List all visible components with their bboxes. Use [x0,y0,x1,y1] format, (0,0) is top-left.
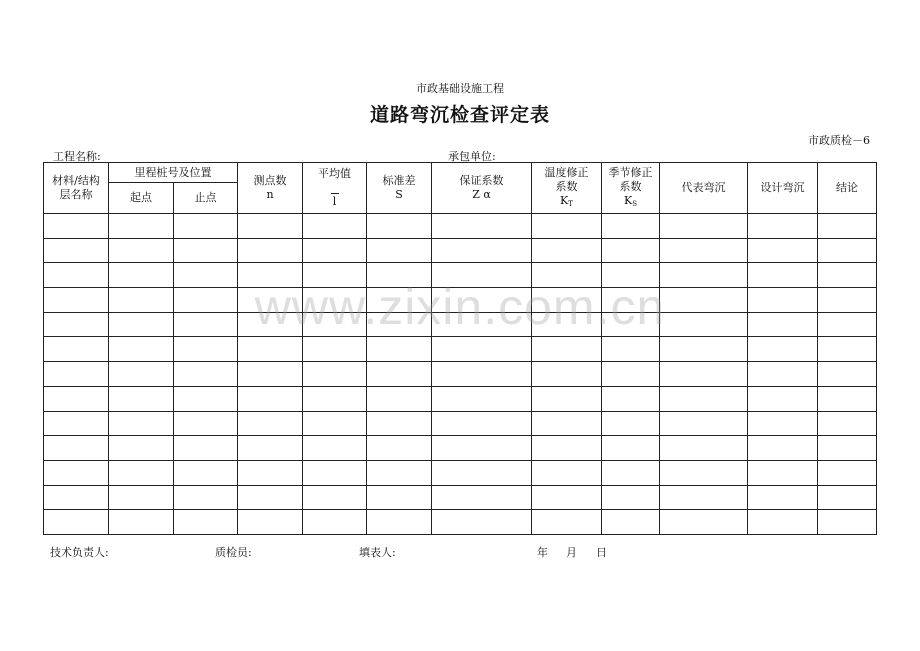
header-start: 起点 [109,183,174,214]
table-cell[interactable] [660,214,748,239]
header-temp-sub: T [568,199,573,208]
table-cell[interactable] [303,362,367,387]
table-cell[interactable] [174,411,238,436]
table-cell[interactable] [238,362,303,387]
table-cell[interactable] [602,460,660,485]
table-cell[interactable] [748,386,818,411]
table-row [44,411,877,436]
table-cell[interactable] [532,214,602,239]
table-cell[interactable] [660,337,748,362]
table-cell[interactable] [109,436,174,461]
table-cell[interactable] [367,436,432,461]
table-cell[interactable] [602,436,660,461]
table-cell[interactable] [303,386,367,411]
table-cell[interactable] [44,510,109,535]
header-season-line1: 季节修正 [608,165,653,179]
header-guarantee [432,163,532,214]
table-row [44,362,877,387]
table-body [44,214,877,535]
table-cell[interactable] [109,214,174,239]
header-points [238,163,303,214]
table-cell[interactable] [174,510,238,535]
table-cell[interactable] [660,485,748,510]
header-season-sub: S [632,199,637,208]
table-cell[interactable] [109,411,174,436]
table-cell[interactable] [748,510,818,535]
table-cell[interactable] [818,214,877,239]
table-cell[interactable] [602,485,660,510]
table-cell[interactable] [174,485,238,510]
table-cell[interactable] [818,460,877,485]
table-cell[interactable] [818,436,877,461]
table-cell[interactable] [602,411,660,436]
table-cell[interactable] [602,386,660,411]
table-cell[interactable] [432,214,532,239]
table-cell[interactable] [44,238,109,263]
table-cell[interactable] [748,362,818,387]
table-cell[interactable] [174,386,238,411]
table-cell[interactable] [109,386,174,411]
header-temp-symbol: K [560,193,569,207]
watermark: www.zixin.com.cn [254,279,666,335]
table-cell[interactable] [109,485,174,510]
table-cell[interactable] [174,436,238,461]
table-cell[interactable] [602,510,660,535]
header-representative: 代表弯沉 [660,163,748,214]
table-cell[interactable] [303,411,367,436]
table-row [44,214,877,239]
inspector-label: 质检员: [215,546,252,559]
table-cell[interactable] [432,510,532,535]
header-mileage: 里程桩号及位置 [109,163,238,183]
header-conclusion: 结论 [818,163,877,214]
table-cell[interactable] [238,510,303,535]
table-cell[interactable] [238,214,303,239]
table-cell[interactable] [238,337,303,362]
table-row [44,460,877,485]
table-cell[interactable] [748,411,818,436]
header-material-line2: 层名称 [59,188,93,201]
table-cell[interactable] [748,238,818,263]
table-cell[interactable] [602,238,660,263]
table-cell[interactable] [44,362,109,387]
table-cell[interactable] [367,510,432,535]
table-cell[interactable] [660,510,748,535]
table-row [44,238,877,263]
table-cell[interactable] [660,411,748,436]
table-cell[interactable] [660,460,748,485]
table-cell[interactable] [367,411,432,436]
table-cell[interactable] [660,436,748,461]
table-cell[interactable] [532,386,602,411]
header-end: 止点 [174,183,238,214]
table-cell[interactable] [367,214,432,239]
table-cell[interactable] [432,386,532,411]
table-cell[interactable] [748,214,818,239]
table-cell[interactable] [432,436,532,461]
table-cell[interactable] [818,337,877,362]
header-average [303,163,367,214]
table-cell[interactable] [748,436,818,461]
table-cell[interactable] [748,337,818,362]
table-cell[interactable] [432,411,532,436]
tech-lead-label: 技术负责人: [50,546,109,559]
table-cell[interactable] [532,362,602,387]
table-cell[interactable] [303,485,367,510]
table-cell[interactable] [602,362,660,387]
table-cell[interactable] [367,238,432,263]
table-cell[interactable] [602,214,660,239]
table-cell[interactable] [660,362,748,387]
table-cell[interactable] [174,460,238,485]
table-cell[interactable] [303,337,367,362]
table-cell[interactable] [432,238,532,263]
header-average-line1: 平均值 [318,167,351,180]
table-cell[interactable] [44,411,109,436]
table-cell[interactable] [303,238,367,263]
contractor-label: 承包单位: [448,150,496,163]
table-cell[interactable] [303,460,367,485]
table-cell[interactable] [532,485,602,510]
header-season-line2: 系数 [619,179,642,193]
table-cell[interactable] [818,485,877,510]
table-cell[interactable] [303,214,367,239]
table-cell[interactable] [367,362,432,387]
header-temp [532,163,602,214]
header-material [44,163,109,214]
table-cell[interactable] [367,485,432,510]
table-cell[interactable] [532,436,602,461]
header-guarantee-line2: Z α [472,188,491,201]
table-cell[interactable] [818,510,877,535]
table-cell[interactable] [432,460,532,485]
table-row [44,386,877,411]
table-cell[interactable] [432,337,532,362]
table-cell[interactable] [174,337,238,362]
header-material-line1: 材料/结构 [52,174,100,187]
table-cell[interactable] [748,485,818,510]
deflection-table [43,162,877,535]
table-cell[interactable] [532,411,602,436]
table-cell[interactable] [238,411,303,436]
table-cell[interactable] [109,337,174,362]
table-cell[interactable] [109,510,174,535]
table-cell[interactable] [44,485,109,510]
header-temp-line1: 温度修正 [544,165,589,179]
table-cell[interactable] [818,386,877,411]
day-label: 日 [596,546,607,559]
header-season [602,163,660,214]
doc-subtitle: 市政基础设施工程 [416,82,504,95]
year-label: 年 [537,546,548,559]
table-row [44,510,877,535]
table-cell[interactable] [238,485,303,510]
header-temp-line2: 系数 [555,179,578,193]
header-season-symbol: K [623,193,633,207]
header-std-line2: S [395,188,403,201]
table-cell[interactable] [532,238,602,263]
table-cell[interactable] [238,238,303,263]
table-cell[interactable] [44,337,109,362]
table-cell[interactable] [44,460,109,485]
month-label: 月 [566,546,577,559]
table-row [44,337,877,362]
table-cell[interactable] [602,337,660,362]
header-std-line1: 标准差 [382,174,416,187]
table-cell[interactable] [432,485,532,510]
table-cell[interactable] [367,337,432,362]
header-std [367,163,432,214]
table-cell[interactable] [44,214,109,239]
table-cell[interactable] [432,362,532,387]
table-cell[interactable] [818,362,877,387]
header-design: 设计弯沉 [748,163,818,214]
table-cell[interactable] [238,386,303,411]
table-cell[interactable] [44,386,109,411]
table-cell[interactable] [532,510,602,535]
doc-title: 道路弯沉检查评定表 [369,104,550,126]
table-cell[interactable] [660,238,748,263]
form-code: 市政质检－6 [808,134,870,147]
table-cell[interactable] [109,238,174,263]
table-cell[interactable] [367,460,432,485]
table-cell[interactable] [532,460,602,485]
table-cell[interactable] [174,214,238,239]
table-cell[interactable] [303,510,367,535]
table-cell[interactable] [367,386,432,411]
header-average-symbol: l [331,193,339,209]
project-name-label: 工程名称: [53,150,101,163]
table-cell[interactable] [238,436,303,461]
table-cell[interactable] [109,460,174,485]
table-cell[interactable] [238,460,303,485]
table-cell[interactable] [818,411,877,436]
header-points-line2: n [266,188,274,201]
table-cell[interactable] [174,362,238,387]
table-cell[interactable] [174,238,238,263]
table-cell[interactable] [532,337,602,362]
table-cell[interactable] [748,460,818,485]
table-cell[interactable] [109,362,174,387]
table-cell[interactable] [660,386,748,411]
table-row [44,436,877,461]
header-guarantee-line1: 保证系数 [459,174,504,187]
filler-label: 填表人: [359,546,396,559]
table-cell[interactable] [303,436,367,461]
table-cell[interactable] [44,436,109,461]
table-cell[interactable] [818,238,877,263]
table-row [44,485,877,510]
header-points-line1: 测点数 [253,174,287,187]
